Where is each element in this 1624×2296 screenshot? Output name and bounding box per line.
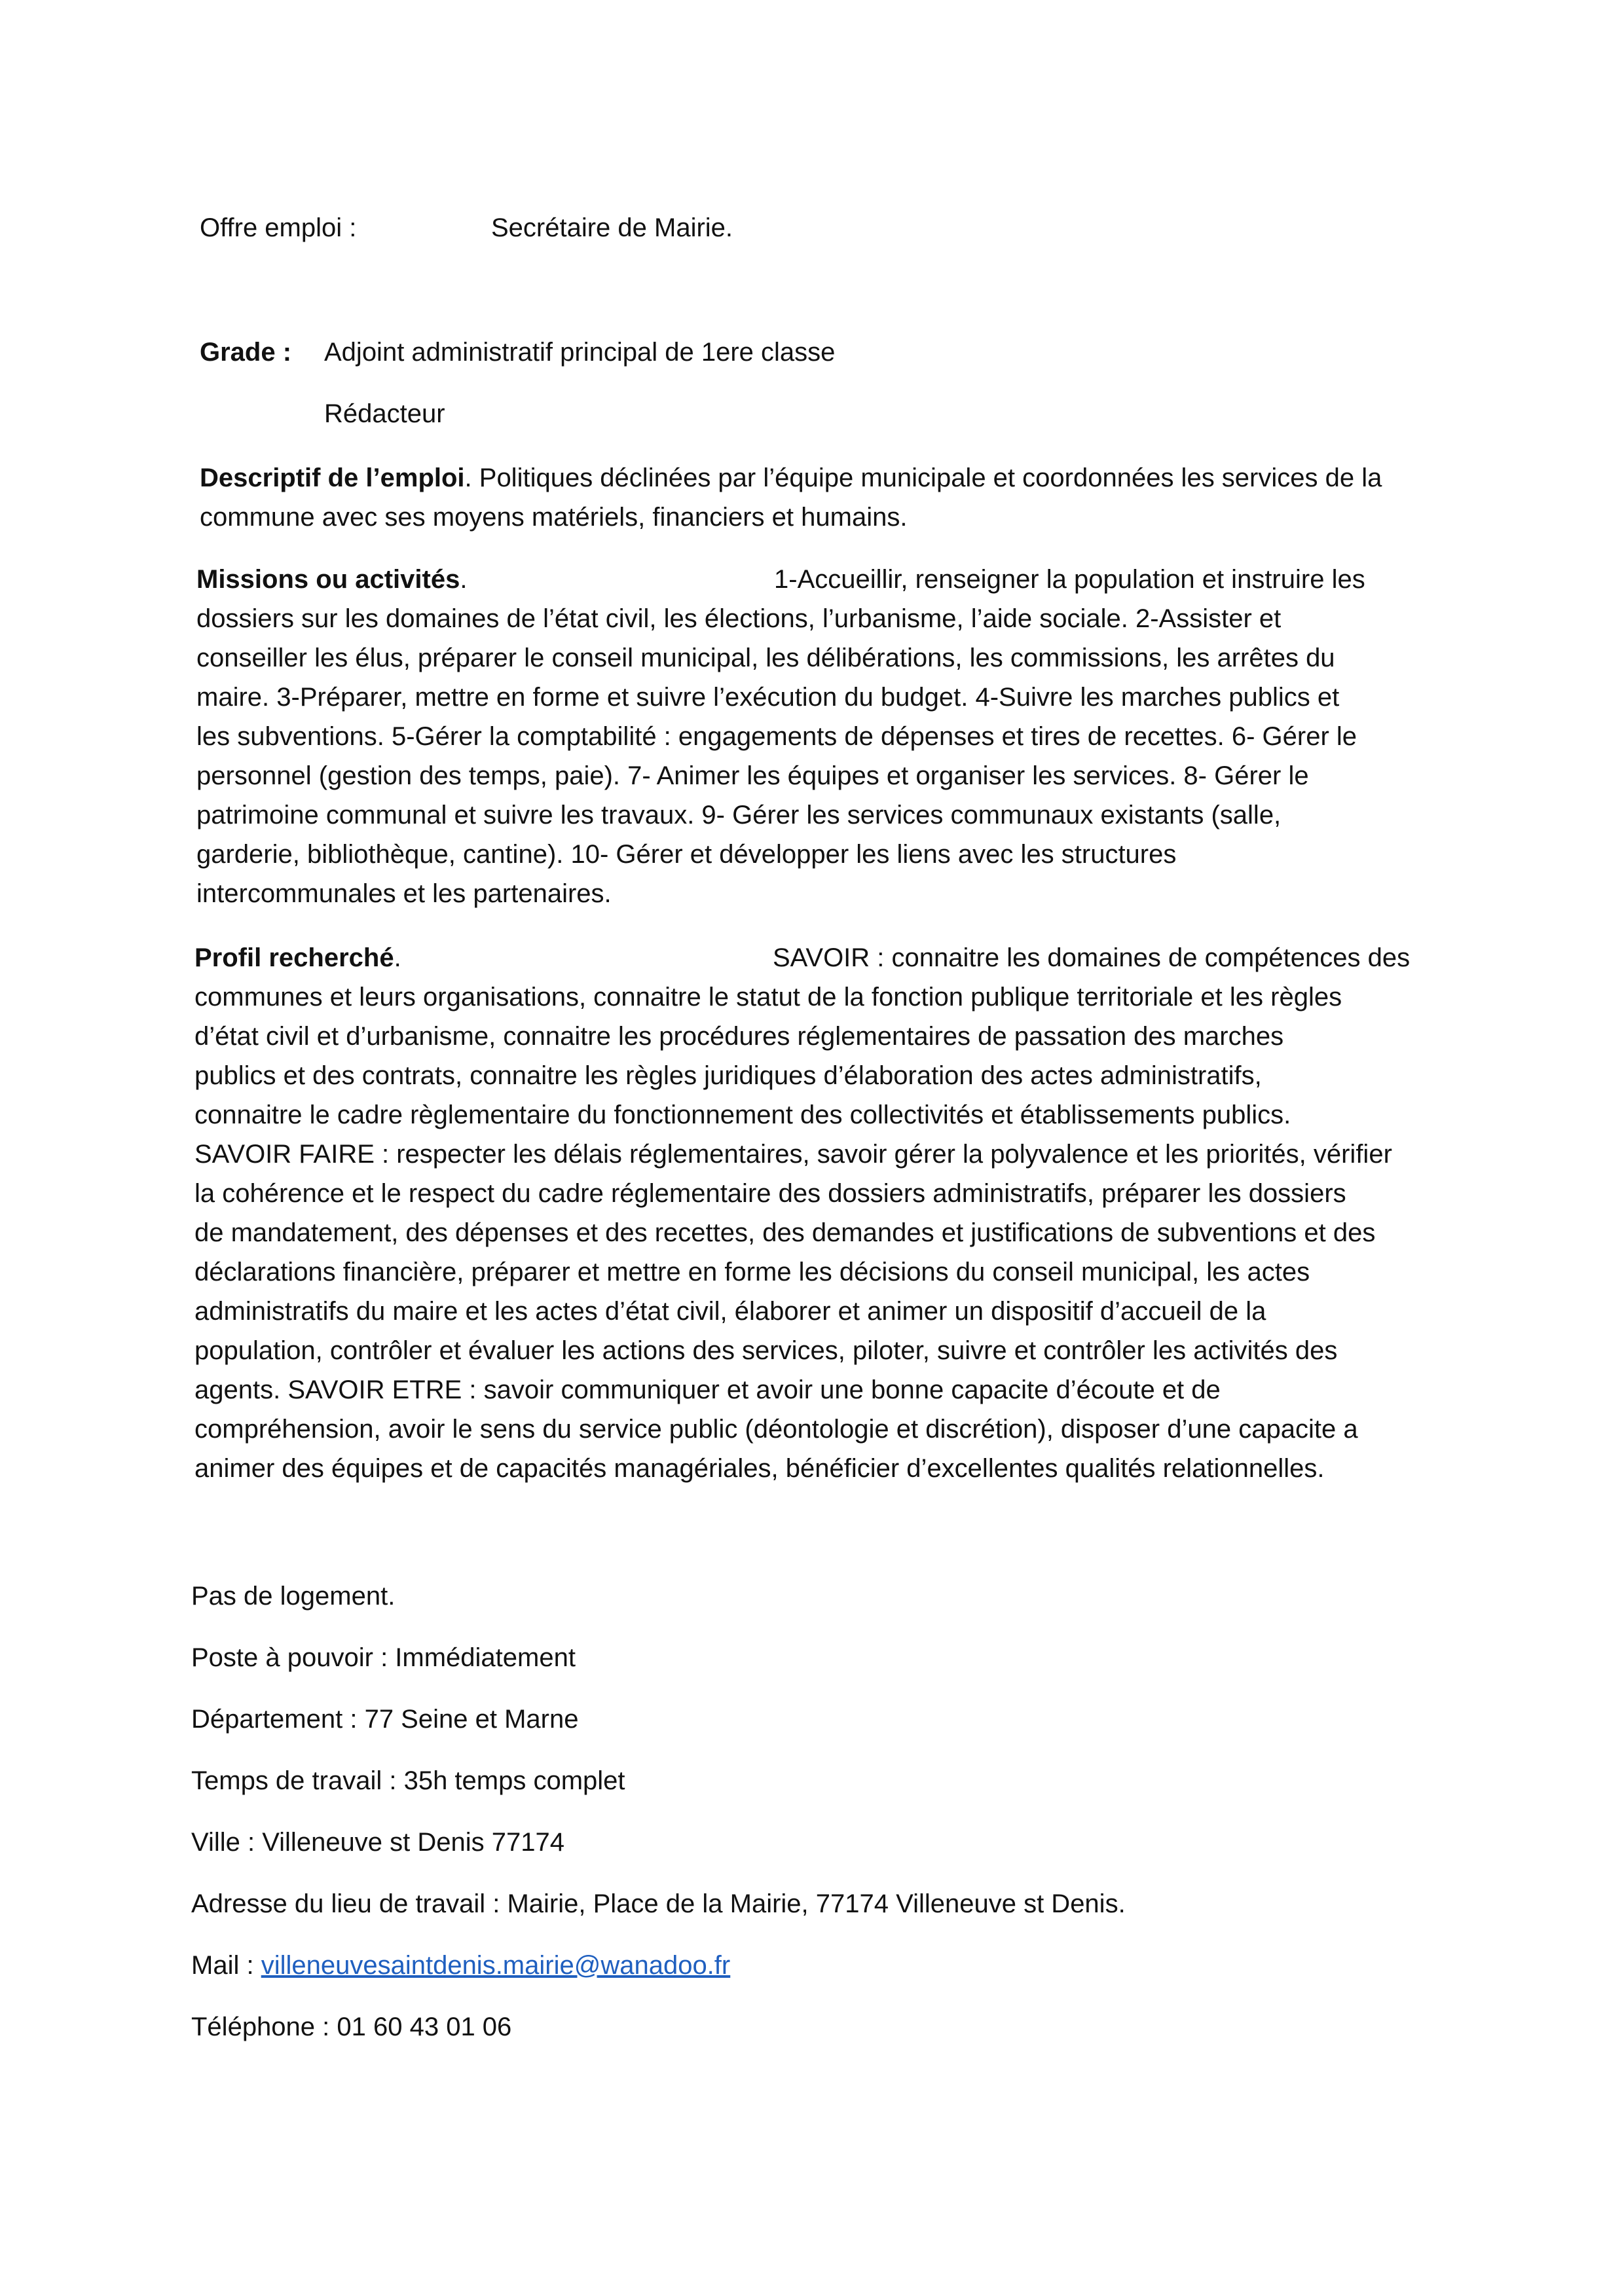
offer-value: Secrétaire de Mairie. — [491, 213, 733, 242]
profile-line-9: déclarations financière, préparer et mettre en forme les décisions du conseil municipal, les actes — [194, 1258, 1310, 1286]
profile-line-5: connaitre le cadre règlementaire du fonctionnement des collectivités et établissements publics. — [194, 1101, 1291, 1129]
phone-text: Téléphone : 01 60 43 01 06 — [191, 2013, 512, 2041]
description-text-1: . Politiques déclinées par l’équipe municipale et coordonnées les services de la — [464, 464, 1382, 492]
mail-row — [191, 1946, 730, 1985]
profile-line-13: compréhension, avoir le sens du service public (déontologie et discrétion), disposer d’une capacite a — [194, 1415, 1358, 1444]
address-text: Adresse du lieu de travail : Mairie, Place de la Mairie, 77174 Villeneuve st Denis. — [191, 1889, 1126, 1918]
profile-line-12: agents. SAVOIR ETRE : savoir communiquer et avoir une bonne capacite d’écoute et de — [194, 1376, 1221, 1404]
department-text: Département : 77 Seine et Marne — [191, 1705, 579, 1734]
profile-line-14: animer des équipes et de capacités managériales, bénéficier d’excellentes qualités relationnelles. — [194, 1454, 1325, 1483]
missions-line-3: conseiller les élus, préparer le conseil municipal, les délibérations, les commissions, les arrêtes du — [196, 644, 1335, 672]
profile-line-11: population, contrôler et évaluer les actions des services, piloter, suivre et contrôler les activités des — [194, 1336, 1338, 1365]
offer-label: Offre emploi : — [200, 213, 357, 242]
mail-link[interactable]: villeneuvesaintdenis.mairie@wanadoo.fr — [261, 1951, 731, 1980]
profile-heading — [194, 938, 401, 977]
missions-label-suffix: . — [460, 565, 468, 594]
profile-line-10: administratifs du maire et les actes d’état civil, élaborer et animer un dispositif d’accueil de la — [194, 1297, 1266, 1326]
profile-line-3: d’état civil et d’urbanisme, connaitre les procédures réglementaires de passation des marches — [194, 1022, 1284, 1051]
missions-line-9: intercommunales et les partenaires. — [196, 879, 612, 908]
missions-line-7: patrimoine communal et suivre les travaux. 9- Gérer les services communaux existants (salle, — [196, 801, 1282, 829]
missions-line-2: dossiers sur les domaines de l’état civil, les élections, l’urbanisme, l’aide sociale. 2-Assister et — [196, 604, 1282, 633]
missions-line-8: garderie, bibliothèque, cantine). 10- Gérer et développer les liens avec les structures — [196, 840, 1177, 869]
profile-line-7: la cohérence et le respect du cadre réglementaire des dossiers administratifs, préparer les dossiers — [194, 1179, 1346, 1208]
grade-label: Grade : — [200, 338, 292, 367]
profile-line-8: de mandatement, des dépenses et des recettes, des demandes et justifications de subventions et des — [194, 1218, 1376, 1247]
missions-line-4: maire. 3-Préparer, mettre en forme et suivre l’exécution du budget. 4-Suivre les marches publics et — [196, 683, 1340, 712]
profile-line-6: SAVOIR FAIRE : respecter les délais réglementaires, savoir gérer la polyvalence et les priorités, vérifier — [194, 1140, 1392, 1169]
missions-line-1: 1-Accueillir, renseigner la population et instruire les — [774, 565, 1365, 594]
profile-line-2: communes et leurs organisations, connaitre le statut de la fonction publique territoriale et les règles — [194, 983, 1342, 1011]
mail-label: Mail : — [191, 1951, 261, 1980]
grade-line-2: Rédacteur — [324, 399, 445, 428]
profile-line-1: SAVOIR : connaitre les domaines de compétences des — [773, 943, 1411, 972]
missions-label: Missions ou activités — [196, 565, 460, 594]
missions-line-5: les subventions. 5-Gérer la comptabilité : engagements de dépenses et tires de recettes. 6- Gérer le — [196, 722, 1357, 751]
worktime-text: Temps de travail : 35h temps complet — [191, 1766, 625, 1795]
grade-line-1: Adjoint administratif principal de 1ere classe — [324, 338, 836, 367]
profile-line-4: publics et des contrats, connaitre les règles juridiques d’élaboration des actes administratifs, — [194, 1061, 1262, 1090]
availability-text: Poste à pouvoir : Immédiatement — [191, 1643, 576, 1672]
missions-line-6: personnel (gestion des temps, paie). 7- Animer les équipes et organiser les services. 8- Gérer le — [196, 761, 1309, 790]
profile-label: Profil recherché — [194, 943, 394, 972]
description-label: Descriptif de l’emploi — [200, 464, 465, 492]
profile-label-suffix: . — [394, 943, 401, 972]
missions-heading — [196, 560, 467, 599]
description-line-2: commune avec ses moyens matériels, financiers et humains. — [200, 503, 908, 532]
description-line-1 — [200, 458, 1382, 498]
housing-text: Pas de logement. — [191, 1582, 396, 1611]
city-text: Ville : Villeneuve st Denis 77174 — [191, 1828, 564, 1857]
